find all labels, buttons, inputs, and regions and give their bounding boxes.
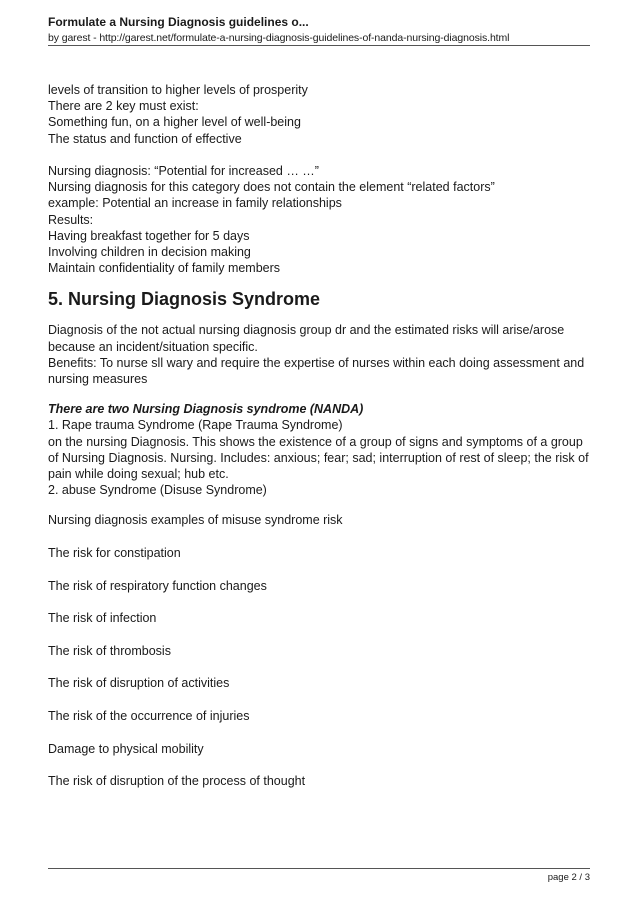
body-line: Maintain confidentiality of family members bbox=[48, 261, 281, 276]
spacer bbox=[48, 498, 593, 512]
document-title: Formulate a Nursing Diagnosis guidelines o... bbox=[48, 15, 309, 29]
footer-divider bbox=[48, 868, 590, 869]
syndrome-item: 1. Rape trauma Syndrome (Rape Trauma Syndrome) bbox=[48, 418, 343, 433]
risk-list bbox=[48, 545, 593, 789]
risk-item: The risk of respiratory function changes bbox=[48, 578, 267, 593]
body-line: Results: bbox=[48, 212, 94, 227]
risk-item: The risk for constipation bbox=[48, 546, 181, 561]
document-header bbox=[48, 14, 590, 45]
document-body bbox=[48, 82, 593, 806]
body-line: Having breakfast together for 5 days bbox=[48, 228, 250, 243]
risk-item: Damage to physical mobility bbox=[48, 741, 204, 756]
section-heading: 5. Nursing Diagnosis Syndrome bbox=[48, 289, 321, 310]
body-line: Nursing diagnosis: “Potential for increased … …” bbox=[48, 164, 319, 178]
body-line: example: Potential an increase in family relationships bbox=[48, 196, 342, 211]
section-paragraph: Diagnosis of the not actual nursing diagnosis group dr and the estimated risks will arise/arose because an incident/situation specific. bbox=[48, 323, 565, 354]
spacer bbox=[48, 387, 593, 401]
body-line: There are 2 key must exist: bbox=[48, 99, 199, 114]
page-number: page 2 / 3 bbox=[547, 872, 590, 883]
risk-item: The risk of disruption of activities bbox=[48, 676, 230, 691]
body-line: Something fun, on a higher level of well-being bbox=[48, 115, 301, 130]
intro-block bbox=[48, 82, 593, 147]
risk-item: The risk of infection bbox=[48, 611, 157, 626]
subheading: There are two Nursing Diagnosis syndrome (NANDA) bbox=[48, 402, 364, 417]
potential-diagnosis-block bbox=[48, 163, 593, 276]
syndrome-item: 2. abuse Syndrome (Disuse Syndrome) bbox=[48, 483, 267, 498]
examples-intro: Nursing diagnosis examples of misuse syndrome risk bbox=[48, 513, 343, 528]
body-line: levels of transition to higher levels of prosperity bbox=[48, 83, 308, 97]
body-line: Nursing diagnosis for this category does not contain the element “related factors” bbox=[48, 180, 495, 195]
body-line: Involving children in decision making bbox=[48, 245, 251, 260]
risk-item: The risk of disruption of the process of thought bbox=[48, 774, 306, 789]
header-divider bbox=[48, 45, 590, 46]
section-paragraph: Benefits: To nurse sll wary and require the expertise of nurses within each doing assessment and nursing measures bbox=[48, 355, 585, 387]
risk-item: The risk of the occurrence of injuries bbox=[48, 709, 250, 724]
body-line: The status and function of effective bbox=[48, 131, 242, 146]
syndrome-description: on the nursing Diagnosis. This shows the existence of a group of signs and symptoms of a group of Nursing Diagnosis. Nursing. Includes: anxious; fear; sad; interruption of rest of sleep; the risk of pain while doing sexual; hub etc. bbox=[48, 434, 589, 482]
risk-item: The risk of thrombosis bbox=[48, 643, 171, 658]
document-byline: by garest - http://garest.net/formulate-a-nursing-diagnosis-guidelines-of-nanda-nursing-diagnosis.html bbox=[48, 32, 510, 44]
spacer bbox=[48, 147, 593, 163]
